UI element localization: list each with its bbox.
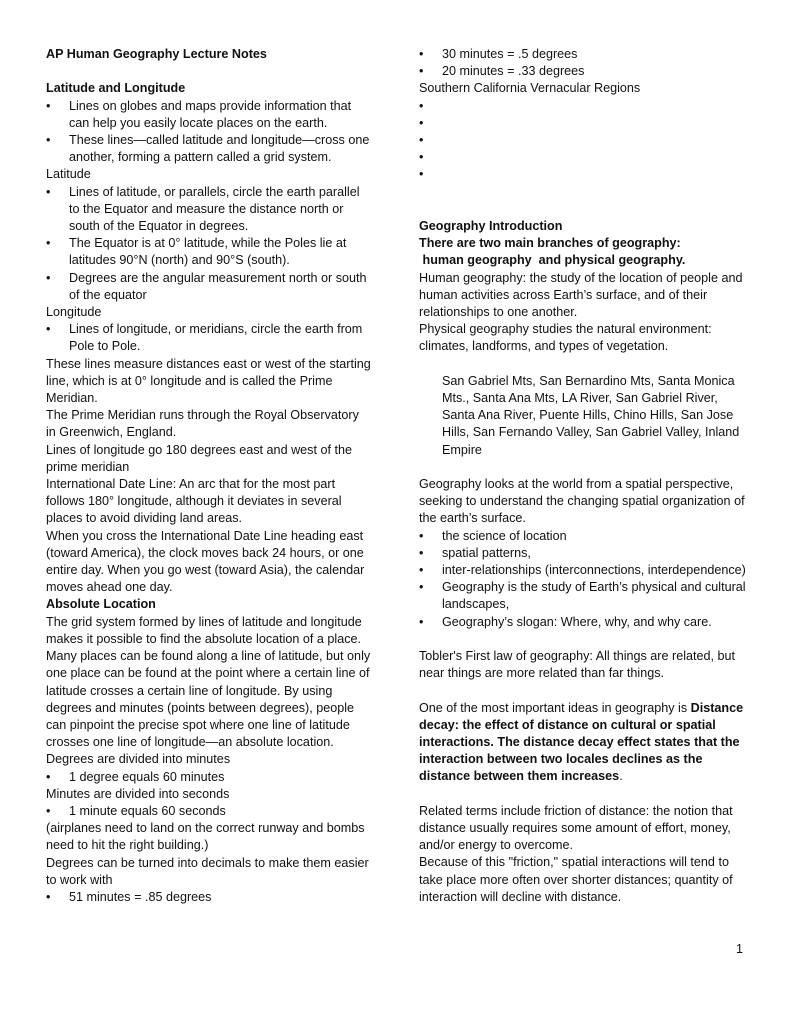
paragraph: Degrees are divided into minutes <box>46 752 231 767</box>
paragraph: These lines measure distances east or west of the starting line, which is at 0° longitude and is called the Prime Meridian. <box>46 356 371 406</box>
paragraph: Because of this "friction," spatial interactions will tend to take place more often over shorter distances; quantity of interaction will decline with distance. <box>419 855 733 904</box>
lat-long-heading: Latitude and Longitude <box>46 81 186 96</box>
paragraph <box>419 700 749 786</box>
list-item: • 1 degree equals 60 minutes <box>46 769 372 786</box>
paragraph: The grid system formed by lines of latitude and longitude makes it possible to find the absolute location of a place. Many places can be found along a line of latitude, but only one place can be found at the point where a certain line of latitude crosses a certain line of longitude. By using degrees and minutes (points between degrees), people can pinpoint the precise spot where one line of latitude crosses one line of longitude—an absolute location. <box>46 614 371 750</box>
paragraph: Minutes are divided into seconds <box>46 786 230 801</box>
list-item: • Lines of longitude, or meridians, circle the earth from Pole to Pole. <box>46 321 372 355</box>
list-item: • 1 minute equals 60 seconds <box>46 803 372 820</box>
socal-heading: Southern California Vernacular Regions <box>419 81 641 96</box>
paragraph: Degrees can be turned into decimals to make them easier to work with <box>46 855 369 887</box>
empty-list-item <box>419 149 749 166</box>
document-title: AP Human Geography Lecture Notes <box>46 47 267 61</box>
empty-list-item <box>419 166 749 183</box>
list-item: • 51 minutes = .85 degrees <box>46 889 372 906</box>
longitude-label: Longitude <box>46 305 102 320</box>
list-item: • These lines—called latitude and longitude—cross one another, forming a pattern called a grid system. <box>46 132 372 166</box>
list-item: • Degrees are the angular measurement north or south of the equator <box>46 270 372 304</box>
absolute-location-heading: Absolute Location <box>46 597 156 612</box>
list-item: • Lines of latitude, or parallels, circle the earth parallel to the Equator and measure the distance north or south of the Equator in degrees. <box>46 184 372 236</box>
decay-intro: One of the most important ideas in geography is <box>419 700 691 715</box>
paragraph: Human geography: the study of the location of people and human activities across Earth’s surface, and of their relationships to one another. <box>419 270 743 320</box>
empty-list-item <box>419 98 749 115</box>
empty-list-item <box>419 132 749 149</box>
paragraph: The Prime Meridian runs through the Royal Observatory in Greenwich, England. <box>46 408 359 440</box>
list-item: • Lines on globes and maps provide information that can help you easily locate places on the earth. <box>46 98 372 132</box>
page-number: 1 <box>736 942 744 956</box>
paragraph: (airplanes need to land on the correct runway and bombs need to hit the right building.) <box>46 821 365 853</box>
list-item: • spatial patterns, <box>419 545 749 562</box>
geography-intro-heading: Geography Introduction <box>419 219 563 233</box>
socal-region-list: San Gabriel Mts, San Bernardino Mts, Santa Monica Mts., Santa Ana Mts, LA River, San Gabriel River, Santa Ana River, Puente Hills, Chino Hills, San Jose Hills, San Fernando Valley, San Gabriel Valley, Inland Empire <box>442 373 740 457</box>
paragraph: Lines of longitude go 180 degrees east and west of the prime meridian <box>46 442 352 474</box>
right-column <box>419 46 749 906</box>
latitude-label: Latitude <box>46 167 91 182</box>
branches-line: human geography and physical geography. <box>419 253 686 268</box>
list-item: • 30 minutes = .5 degrees <box>419 46 749 63</box>
paragraph: When you cross the International Date Line heading east (toward America), the clock moves back 24 hours, or one entire day. When you go west (toward Asia), the calendar moves ahead one day. <box>46 528 365 595</box>
branches-line: There are two main branches of geography: <box>419 236 681 251</box>
list-item: • the science of location <box>419 528 749 545</box>
decay-definition: Distance decay: the effect of distance on cultural or spatial interactions. The distance decay effect states that the interaction between two locales declines as the distance between them increases <box>419 700 744 784</box>
paragraph: Tobler's First law of geography: All things are related, but near things are more related than far things. <box>419 649 736 681</box>
paragraph: International Date Line: An arc that for the most part follows 180° longitude, although it deviates in several places to avoid dividing land areas. <box>46 477 342 526</box>
decay-end: . <box>619 769 623 784</box>
list-item: • 20 minutes = .33 degrees <box>419 63 749 80</box>
left-column <box>46 46 372 906</box>
list-item: • Geography is the study of Earth’s physical and cultural landscapes, <box>419 579 749 613</box>
list-item: • inter-relationships (interconnections, interdependence) <box>419 562 749 579</box>
empty-list-item <box>419 115 749 132</box>
paragraph: Geography looks at the world from a spatial perspective, seeking to understand the changing spatial organization of the earth’s surface. <box>419 477 745 526</box>
list-item: • Geography’s slogan: Where, why, and why care. <box>419 614 749 631</box>
list-item: • The Equator is at 0° latitude, while the Poles lie at latitudes 90°N (north) and 90°S (south). <box>46 235 372 269</box>
paragraph: Physical geography studies the natural environment: climates, landforms, and types of vegetation. <box>419 322 712 354</box>
paragraph: Related terms include friction of distance: the notion that distance usually requires some amount of effort, money, and/or energy to overcome. <box>419 803 733 853</box>
empty-bullet-list <box>419 98 749 184</box>
